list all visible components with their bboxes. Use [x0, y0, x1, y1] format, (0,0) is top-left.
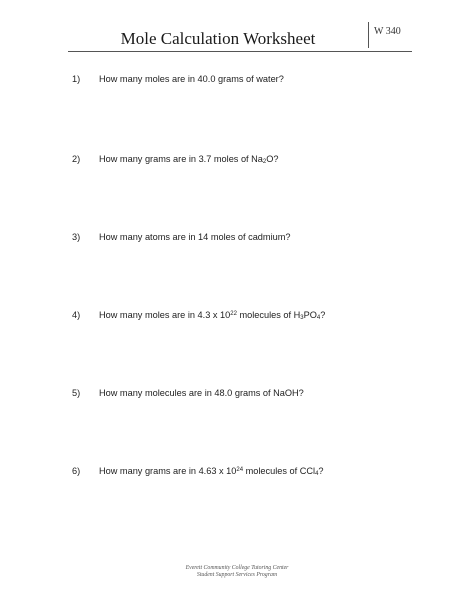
question-text: How many moles are in 40.0 grams of water?: [99, 74, 284, 84]
question-text: How many atoms are in 14 moles of cadmium?: [99, 232, 291, 242]
question-number: 1): [72, 74, 81, 84]
question-number: 3): [72, 232, 81, 242]
question-number: 2): [72, 154, 81, 164]
worksheet-code-box: [368, 22, 413, 48]
footer-line-1: Everett Community College Tutoring Center: [185, 565, 289, 571]
question-number: 4): [72, 310, 81, 320]
question-number: 5): [72, 388, 81, 398]
header-rule: [68, 51, 412, 52]
page-footer: [0, 565, 474, 579]
worksheet-code: W 340: [374, 26, 401, 37]
footer-line-2: Student Support Services Program: [196, 572, 278, 578]
question-text: How many molecules are in 48.0 grams of NaOH?: [99, 388, 304, 398]
question-text: How many grams are in 4.63 x $10^{24}$ molecules of CCl$_4$?: [99, 466, 324, 477]
question-text: How many moles are in 4.3 x $10^{22}$ molecules of $H_3PO_4$?: [99, 310, 326, 321]
question-text: How many grams are in 3.7 moles of $Na_2O$?: [99, 154, 279, 165]
page-title: Mole Calculation Worksheet: [120, 29, 316, 48]
worksheet-header: [68, 22, 412, 52]
question-number: 6): [72, 466, 81, 476]
